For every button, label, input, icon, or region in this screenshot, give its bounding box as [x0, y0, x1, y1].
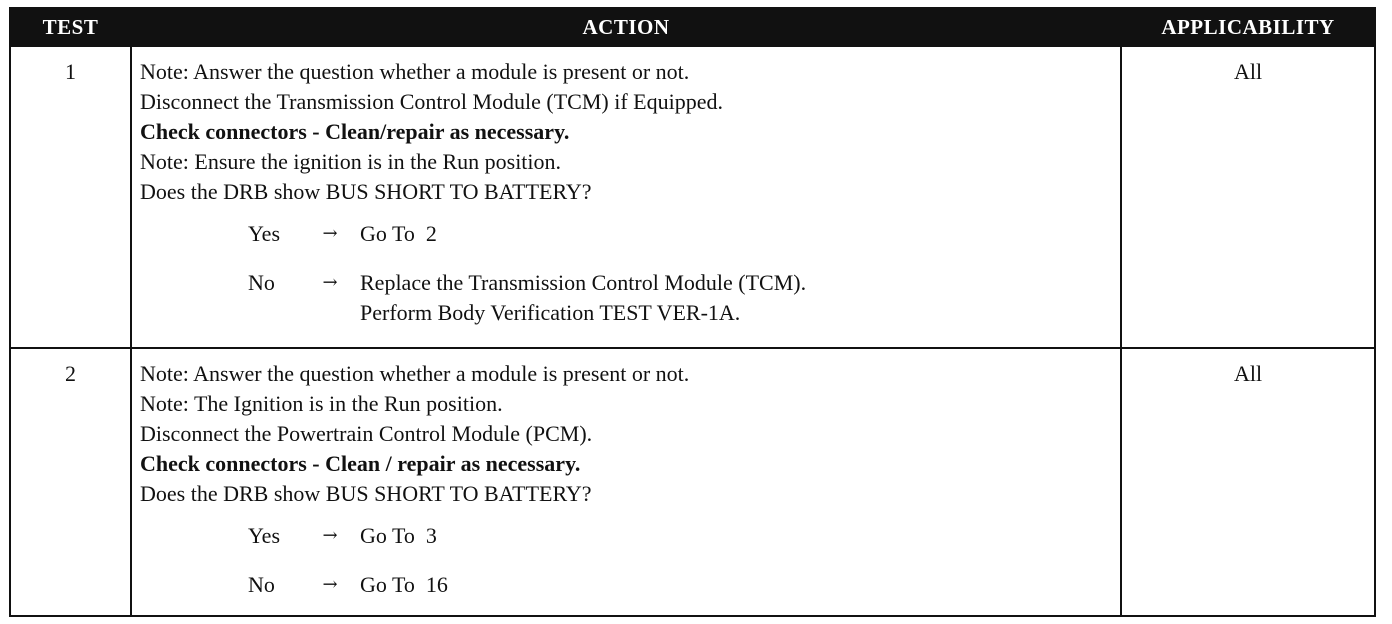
test-row-2 — [10, 348, 1375, 616]
outcome-text-line: Perform Body Verification TEST VER-1A. — [360, 300, 741, 325]
outcome-text — [360, 570, 1110, 600]
applicability-value: All — [1121, 46, 1375, 348]
outcome-label: Yes — [248, 523, 281, 548]
action-cell — [131, 348, 1121, 616]
right-arrow-icon: → — [322, 272, 338, 293]
test-number: 1 — [10, 46, 131, 348]
right-arrow-icon: → — [322, 223, 338, 244]
action-note-line: Note: Answer the question whether a module is present or not. — [140, 59, 690, 84]
header-test: TEST — [10, 8, 131, 46]
outcome-yes — [248, 219, 1110, 249]
outcome-label: No — [248, 270, 275, 295]
action-check-connectors-line: Check connectors - Clean/repair as necessary. — [140, 119, 570, 144]
action-note-line: Note: Answer the question whether a module is present or not. — [140, 361, 690, 386]
outcome-label: No — [248, 572, 275, 597]
test-row-1 — [10, 46, 1375, 348]
right-arrow-icon: → — [322, 574, 338, 595]
test-number: 2 — [10, 348, 131, 616]
header-action: ACTION — [131, 8, 1121, 46]
outcome-goto-link[interactable]: Go To 3 — [360, 523, 437, 548]
action-step-line: Disconnect the Transmission Control Module (TCM) if Equipped. — [140, 89, 723, 114]
outcome-no — [248, 268, 1110, 328]
outcome-text — [360, 521, 1110, 551]
right-arrow-icon: → — [322, 525, 338, 546]
action-step-line: Disconnect the Powertrain Control Module (PCM). — [140, 421, 593, 446]
outcome-text — [360, 268, 1110, 328]
header-applicability: APPLICABILITY — [1121, 8, 1375, 46]
action-check-connectors-line: Check connectors - Clean / repair as necessary. — [140, 451, 581, 476]
outcome-list — [140, 521, 1110, 600]
outcome-goto-link[interactable]: Go To 16 — [360, 572, 448, 597]
applicability-value: All — [1121, 348, 1375, 616]
outcome-label: Yes — [248, 221, 281, 246]
outcome-list — [140, 219, 1110, 328]
outcome-yes — [248, 521, 1110, 551]
action-question-line: Does the DRB show BUS SHORT TO BATTERY? — [140, 179, 592, 204]
action-note-line: Note: The Ignition is in the Run position. — [140, 391, 503, 416]
outcome-no — [248, 570, 1110, 600]
outcome-goto-link[interactable]: Go To 2 — [360, 221, 437, 246]
action-note-line: Note: Ensure the ignition is in the Run position. — [140, 149, 562, 174]
diagnostic-test-table — [9, 7, 1376, 617]
outcome-text-line: Replace the Transmission Control Module (TCM). — [360, 270, 807, 295]
action-cell — [131, 46, 1121, 348]
header-row — [10, 8, 1375, 46]
outcome-text — [360, 219, 1110, 249]
action-question-line: Does the DRB show BUS SHORT TO BATTERY? — [140, 481, 592, 506]
